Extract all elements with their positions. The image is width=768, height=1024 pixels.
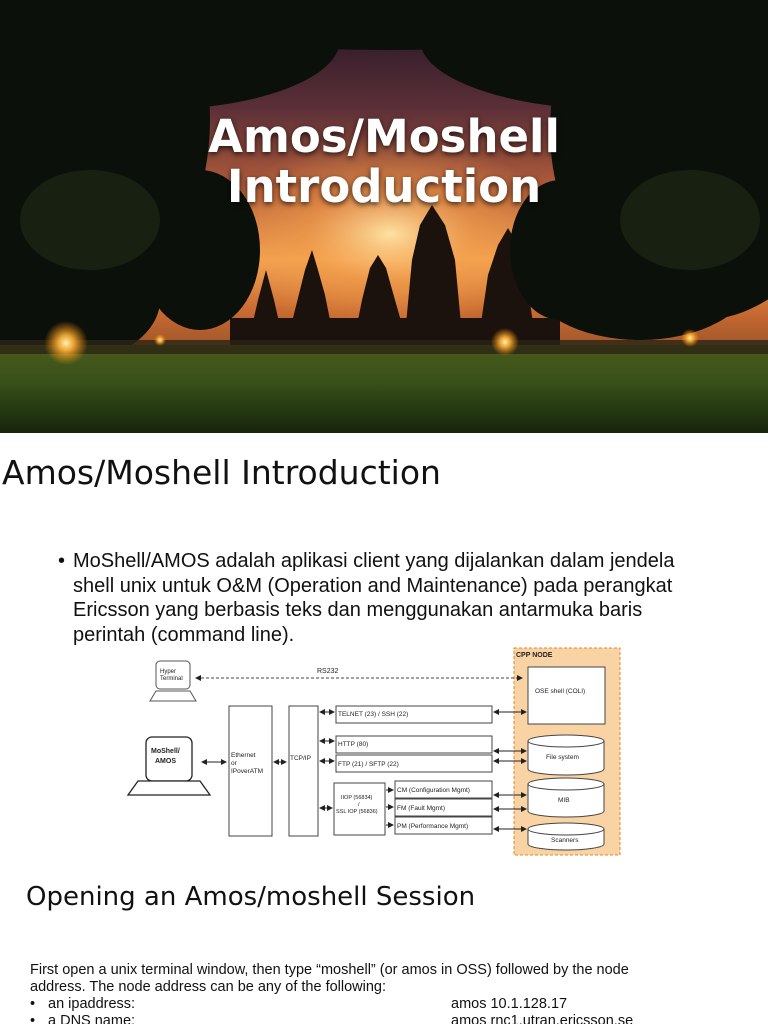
session-intro-line-2: address. The node address can be any of the following: [30, 979, 387, 995]
bullet-dot: • [30, 996, 36, 1012]
file-system-label: File system [546, 754, 579, 761]
title-line-2: Introduction [226, 160, 542, 213]
moshell-terminal-icon [128, 737, 210, 795]
cm-label: CM (Configuration Mgmt) [397, 787, 470, 794]
mib-label: MIB [558, 797, 570, 804]
iiop-label-2: / [358, 802, 360, 808]
iiop-label-1: IIOP (56834) [341, 795, 373, 801]
cpp-node-label: CPP NODE [516, 652, 553, 659]
bullet-dot: • [30, 1013, 36, 1024]
ethernet-label-1: Ethernet [231, 752, 256, 759]
pm-label: PM (Performance Mgmt) [397, 823, 469, 830]
ose-shell-label: OSE shell (COLI) [535, 688, 586, 695]
tcpip-label: TCP/IP [290, 755, 311, 762]
ethernet-label-2: or [231, 760, 237, 767]
http-label: HTTP (80) [338, 741, 369, 748]
address-example: amos rnc1.utran.ericsson.se [451, 1013, 634, 1024]
fm-label: FM (Fault Mgmt) [397, 805, 446, 812]
address-type-label: a DNS name: [48, 1013, 136, 1024]
intro-bullet [58, 549, 718, 647]
hyper-terminal-label-2: Terminal [160, 676, 183, 682]
session-slide-body [30, 962, 750, 1024]
moshell-label-2: AMOS [155, 758, 176, 765]
intro-bullet-text: MoShell/AMOS adalah aplikasi client yang dijalankan dalam jendela shell unix untuk O&M (Operation and Maintenance) pada perangkat Ericsson yang berbasis teks dan menggunakan antarmuka baris perintah (command line). [73, 550, 675, 646]
address-example: amos 10.1.128.17 [451, 996, 568, 1012]
bullet-dot: • [58, 550, 66, 572]
session-slide-title: Opening an Amos/moshell Session [26, 882, 476, 912]
list-item [30, 996, 750, 1013]
ose-shell-box [528, 667, 605, 724]
session-intro-line-1: First open a unix terminal window, then type “moshell” (or amos in OSS) followed by the node [30, 962, 629, 978]
rs232-label: RS232 [317, 668, 339, 675]
address-type-label: an ipaddress: [48, 996, 136, 1012]
moshell-label-1: MoShell/ [151, 748, 180, 755]
scanners-label: Scanners [551, 837, 579, 844]
tcpip-box [289, 706, 318, 836]
ethernet-label-3: IPoverATM [231, 768, 264, 775]
telnet-label: TELNET (23) / SSH (22) [338, 711, 409, 718]
moshell-architecture-diagram [120, 645, 630, 860]
temple-sunset-photo [0, 0, 768, 433]
ftp-label: FTP (21) / SFTP (22) [338, 761, 399, 768]
list-item [30, 1013, 750, 1024]
title-slide-heading [0, 112, 768, 212]
title-slide-hero [0, 0, 768, 433]
hyper-terminal-label-1: Hyper [160, 669, 177, 675]
intro-slide-title: Amos/Moshell Introduction [2, 453, 441, 492]
iiop-label-3: SSL IOP (56836) [336, 809, 378, 815]
title-line-1: Amos/Moshell [208, 110, 560, 163]
